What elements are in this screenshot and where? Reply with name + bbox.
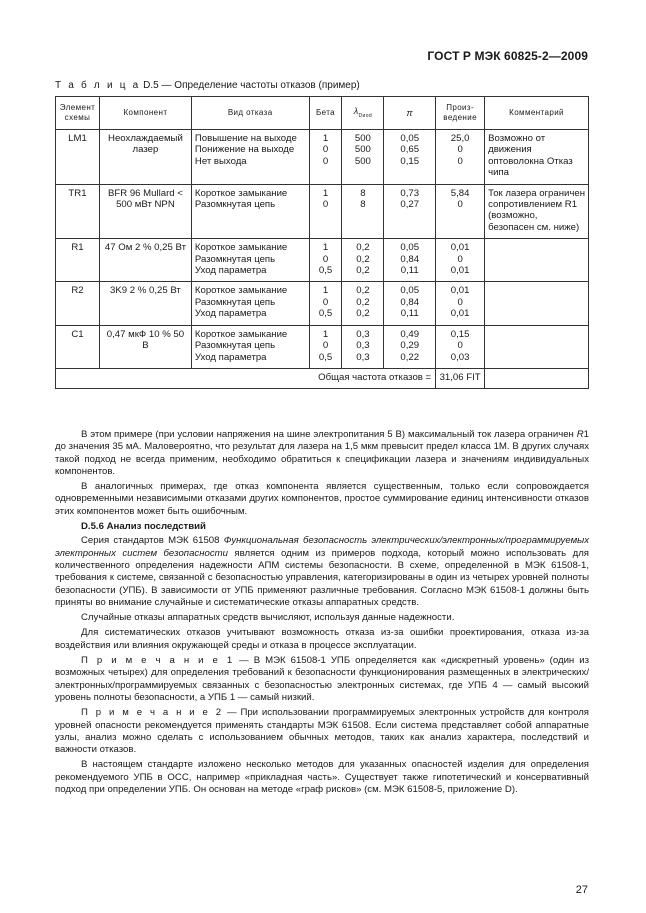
- cell-pi-line: 0,49: [400, 328, 420, 340]
- cell-failure-modes-line: Разомкнутая цепь: [194, 253, 276, 265]
- header-failure-mode: Вид отказа: [191, 97, 309, 130]
- cell-pi-line: 0,15: [400, 155, 420, 167]
- cell-beta-line: 0: [322, 155, 329, 167]
- cell-lambda-line: 8: [360, 199, 366, 211]
- cell-component: 3K9 2 % 0,25 Вт: [99, 282, 191, 325]
- total-label: Общая частота отказов =: [56, 368, 436, 388]
- cell-failure-modes: [191, 184, 309, 239]
- table-row: [56, 325, 589, 368]
- header-pi: π: [384, 97, 436, 130]
- cell-lambda-line: 0,3: [356, 351, 370, 363]
- cell-pi-line: 0,05: [400, 133, 420, 144]
- cell-comment: [485, 325, 589, 368]
- cell-product-line: 0,01: [450, 285, 470, 297]
- cell-beta-line: 0: [322, 199, 329, 211]
- cell-lambda-line: 500: [354, 144, 371, 156]
- cell-lambda-line: 0,2: [356, 308, 370, 320]
- cell-pi-line: 0,27: [400, 199, 420, 211]
- table-row: [56, 239, 589, 282]
- cell-pi-line: 0,84: [400, 296, 420, 308]
- cell-lambda-line: 0,2: [356, 253, 370, 265]
- cell-pi-line: 0,29: [400, 340, 420, 352]
- cell-pi: [384, 325, 436, 368]
- cell-product-line: 0,15: [450, 328, 470, 340]
- cell-pi: [384, 282, 436, 325]
- cell-beta: [309, 325, 342, 368]
- paragraph: В аналогичных примерах, где отказ компонента является существенным, только если сопровождается одновременными независимыми отказами других компонентов, простое суммирование единиц интенсивности отказов этих компонентов может быть ошибочным.: [55, 481, 589, 517]
- cell-failure-modes-line: Уход параметра: [194, 265, 267, 277]
- cell-beta-line: 1: [322, 187, 329, 199]
- cell-comment: [485, 282, 589, 325]
- cell-failure-modes: [191, 282, 309, 325]
- cell-lambda-line: 500: [354, 133, 371, 144]
- cell-element: LM1: [56, 130, 100, 185]
- cell-lambda-line: 0,2: [356, 265, 370, 277]
- cell-element: R1: [56, 239, 100, 282]
- cell-product: [436, 130, 485, 185]
- failure-rate-table: [55, 96, 589, 389]
- cell-product-line: 25,0: [450, 133, 470, 144]
- cell-failure-modes-line: Разомкнутая цепь: [194, 340, 276, 352]
- cell-beta-line: 1: [322, 285, 329, 297]
- header-component: Компонент: [99, 97, 191, 130]
- header-lambda: $\lambda_{Dиod}$: [342, 97, 384, 130]
- cell-failure-modes: [191, 239, 309, 282]
- cell-pi-line: 0,05: [400, 242, 420, 254]
- cell-beta-line: 1: [322, 242, 329, 254]
- table-row: [56, 184, 589, 239]
- cell-pi: [384, 130, 436, 185]
- cell-beta-line: 0: [322, 296, 329, 308]
- cell-product-line: 0,01: [450, 242, 470, 254]
- cell-pi: [384, 184, 436, 239]
- cell-component: 47 Ом 2 % 0,25 Вт: [99, 239, 191, 282]
- cell-lambda-line: 0,2: [356, 285, 370, 297]
- table-caption: [55, 80, 360, 91]
- paragraph: В настоящем стандарте изложено несколько методов для указанных опасностей изделия для определения рекомендуемого УПБ в ОСС, например «прикладная часть». Существует также гипотетический и консервативный подход при определении УПБ. Он основан на методе «граф рисков» (см. МЭК 61508-5, приложение D).: [55, 759, 589, 796]
- header-product: Произ-ведение: [436, 97, 485, 130]
- paragraph: Для систематических отказов учитывают возможность отказа из-за ошибки проектирования, отказа из-за воздействия или влияния окружающей среды и отказа в процессе эксплуатации.: [55, 627, 589, 651]
- cell-beta-line: 0: [322, 340, 329, 352]
- cell-beta: [309, 130, 342, 185]
- cell-product-line: 0: [457, 155, 463, 167]
- cell-lambda-line: 0,2: [356, 296, 370, 308]
- note-1: П р и м е ч а н и е 1 — В МЭК 61508-1 УПБ определяется как «дискретный уровень» (один из возможных четырех) для определения требований к безопасности функционирования размещенных в электрических/электронных/программируемых связанных с безопасностью электронных системах, где УПБ 4 — самый высокий уровень полноты безопасности, а УПБ 1 — самый низкий.: [55, 655, 589, 703]
- cell-product-line: 0: [457, 144, 463, 156]
- cell-beta: [309, 282, 342, 325]
- cell-product-line: 0: [457, 296, 463, 308]
- table-header-row: [56, 97, 589, 130]
- cell-product: [436, 325, 485, 368]
- cell-lambda: [342, 239, 384, 282]
- cell-product-line: 0,01: [450, 265, 470, 277]
- cell-product-line: 0,01: [450, 308, 470, 320]
- cell-pi-line: 0,11: [400, 265, 419, 277]
- cell-pi-line: 0,73: [400, 187, 420, 199]
- document-header: ГОСТ Р МЭК 60825-2—2009: [427, 49, 588, 63]
- cell-beta-line: 0: [322, 253, 329, 265]
- cell-lambda: [342, 130, 384, 185]
- cell-beta: [309, 239, 342, 282]
- header-beta: Бета: [309, 97, 342, 130]
- cell-comment: Ток лазера ограничен сопротивлением R1 (возможно, безопасен см. ниже): [485, 184, 589, 239]
- cell-failure-modes: [191, 325, 309, 368]
- table-row: [56, 130, 589, 185]
- cell-beta-line: 0: [322, 144, 329, 156]
- cell-failure-modes-line: Понижение на выходе: [194, 144, 295, 156]
- cell-lambda-line: 500: [354, 155, 371, 167]
- cell-product: [436, 239, 485, 282]
- cell-component: BFR 96 Mullard < 500 мВт NPN: [99, 184, 191, 239]
- cell-failure-modes-line: Короткое замыкание: [194, 285, 288, 297]
- cell-element: R2: [56, 282, 100, 325]
- table-row: [56, 282, 589, 325]
- paragraph: Случайные отказы аппаратных средств вычисляют, используя данные надежности.: [81, 612, 455, 624]
- cell-pi-line: 0,84: [400, 253, 420, 265]
- page-number: 27: [575, 884, 588, 896]
- cell-comment: [485, 239, 589, 282]
- cell-failure-modes-line: Уход параметра: [194, 308, 267, 320]
- cell-pi: [384, 239, 436, 282]
- cell-beta-line: 0,5: [318, 265, 333, 277]
- header-element: Элемент схемы: [56, 97, 100, 130]
- cell-component: 0,47 мкФ 10 % 50 В: [99, 325, 191, 368]
- cell-pi-line: 0,11: [400, 308, 419, 320]
- header-comment: Комментарий: [485, 97, 589, 130]
- section-heading: D.5.6 Анализ последствий: [81, 521, 206, 533]
- cell-pi-line: 0,22: [400, 351, 420, 363]
- paragraph: Серия стандартов МЭК 61508 Функциональная безопасность электрических/электронных/программируемых электронных систем безопасности является одним из примеров подхода, который можно использовать для количественного определения надежности АПМ системы безопасности. В схеме, определенной в МЭК 61508-1, требования к системе, связанной с безопасностью управления, категоризированы в один из четырех уровней полноты безопасности (УПБ). В зависимости от УПБ применяют различные требования. Согласно МЭК 61508-1 должны быть приняты во внимание случайные и систематические отказы аппаратных средств.: [55, 535, 589, 608]
- cell-pi-line: 0,05: [400, 285, 420, 297]
- table-caption-prefix: Т а б л и ц а: [55, 80, 141, 91]
- cell-component: Неохлаждаемый лазер: [99, 130, 191, 185]
- total-empty-cell: [485, 368, 589, 388]
- cell-product-line: 0: [457, 199, 463, 211]
- total-value: 31,06 FIT: [436, 368, 485, 388]
- cell-lambda-line: 0,3: [356, 340, 370, 352]
- cell-product: [436, 184, 485, 239]
- cell-product-line: 0: [457, 253, 463, 265]
- cell-lambda-line: 0,3: [356, 328, 370, 340]
- cell-product: [436, 282, 485, 325]
- paragraph: В этом примере (при условии напряжения на шине электропитания 5 В) максимальный ток лазера ограничен R1 до значения 35 мА. Маловероятно, что результат для лазера на 1,5 мкм превысит предел класса 1М. В других случаях такой подход не всегда применим, необходимо обратиться к спецификации лазера и значениям индивидуальных компонентов.: [55, 429, 589, 477]
- cell-comment: Возможно от движения оптоволокна Отказ чипа: [485, 130, 589, 185]
- table-caption-title: D.5 — Определение частоты отказов (пример): [143, 80, 360, 91]
- cell-lambda-line: 0,2: [356, 242, 370, 254]
- cell-failure-modes-line: Нет выхода: [194, 155, 247, 167]
- cell-element: TR1: [56, 184, 100, 239]
- cell-lambda: [342, 184, 384, 239]
- cell-pi-line: 0,65: [400, 144, 420, 156]
- cell-beta: [309, 184, 342, 239]
- cell-beta-line: 0,5: [318, 308, 333, 320]
- cell-failure-modes-line: Короткое замыкание: [194, 242, 288, 254]
- cell-failure-modes-line: Повышение на выходе: [194, 133, 297, 144]
- cell-lambda-line: 8: [360, 187, 366, 199]
- cell-product-line: 0: [457, 340, 463, 352]
- cell-beta-line: 0,5: [318, 351, 333, 363]
- cell-element: C1: [56, 325, 100, 368]
- cell-failure-modes-line: Уход параметра: [194, 351, 267, 363]
- cell-beta-line: 1: [322, 328, 329, 340]
- cell-failure-modes-line: Разомкнутая цепь: [194, 199, 276, 211]
- cell-failure-modes-line: Разомкнутая цепь: [194, 296, 276, 308]
- cell-failure-modes: [191, 130, 309, 185]
- cell-failure-modes-line: Короткое замыкание: [194, 328, 288, 340]
- body-text: [55, 429, 589, 799]
- cell-beta-line: 1: [322, 133, 329, 144]
- table-total-row: [56, 368, 589, 388]
- cell-product-line: 5,84: [450, 187, 470, 199]
- cell-failure-modes-line: Короткое замыкание: [194, 187, 288, 199]
- note-2: П р и м е ч а н и е 2 — При использовании программируемых электронных устройств для контроля уровней опасности рекомендуется применять стандарты МЭК 61508. Если система представляет собой аппаратные узлы, анализ можно сделать с использованием обычных методов, таких как анализ характера, последствий и важности отказов.: [55, 707, 589, 756]
- cell-product-line: 0,03: [450, 351, 470, 363]
- cell-lambda: [342, 282, 384, 325]
- cell-lambda: [342, 325, 384, 368]
